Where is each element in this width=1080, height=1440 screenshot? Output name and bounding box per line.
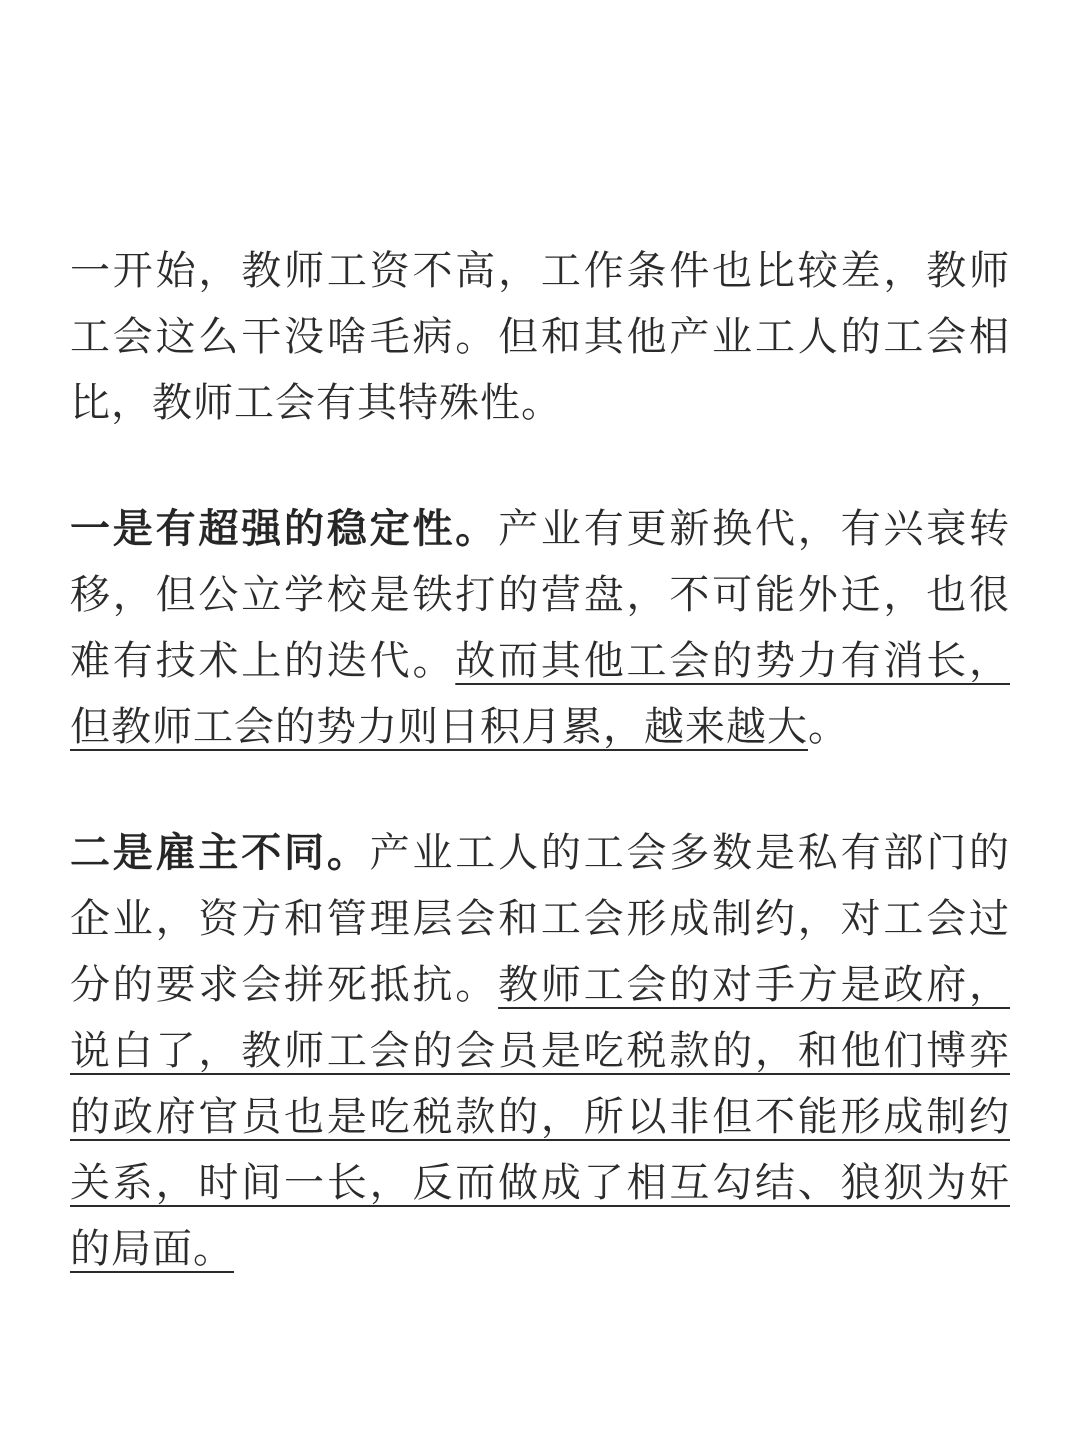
paragraph-stability-underlined: 故而其他工会的势力有消长，但教师工会的势力则日积月累，越来越大 xyxy=(70,638,1011,750)
paragraph-stability-text: 产业有更新换代，有兴衰转移，但公立学校是铁打的营盘，不可能外迁，也很难有技术上的迭代。 xyxy=(70,506,1011,684)
paragraph-employer-underlined: 教师工会的对手方是政府，说白了，教师工会的会员是吃税款的，和他们博弈的政府官员也是吃税款的，所以非但不能形成制约关系，时间一长，反而做成了相互勾结、狼狈为奸的局面。 xyxy=(70,962,1011,1272)
paragraph-employer-text: 产业工人的工会多数是私有部门的企业，资方和管理层会和工会形成制约，对工会过分的要求会拼死抵抗。 xyxy=(70,830,1011,1008)
paragraph-intro-text: 一开始，教师工资不高，工作条件也比较差，教师工会这么干没啥毛病。但和其他产业工人的工会相比，教师工会有其特殊性。 xyxy=(70,248,1010,426)
article-body xyxy=(70,238,1010,1282)
paragraph-stability-tail: 。 xyxy=(808,704,849,750)
paragraph-employer xyxy=(70,820,1010,1282)
paragraph-intro xyxy=(70,238,1010,436)
paragraph-employer-lead: 二是雇主不同。 xyxy=(70,830,370,876)
paragraph-stability xyxy=(70,496,1010,760)
paragraph-stability-lead: 一是有超强的稳定性。 xyxy=(70,506,499,552)
